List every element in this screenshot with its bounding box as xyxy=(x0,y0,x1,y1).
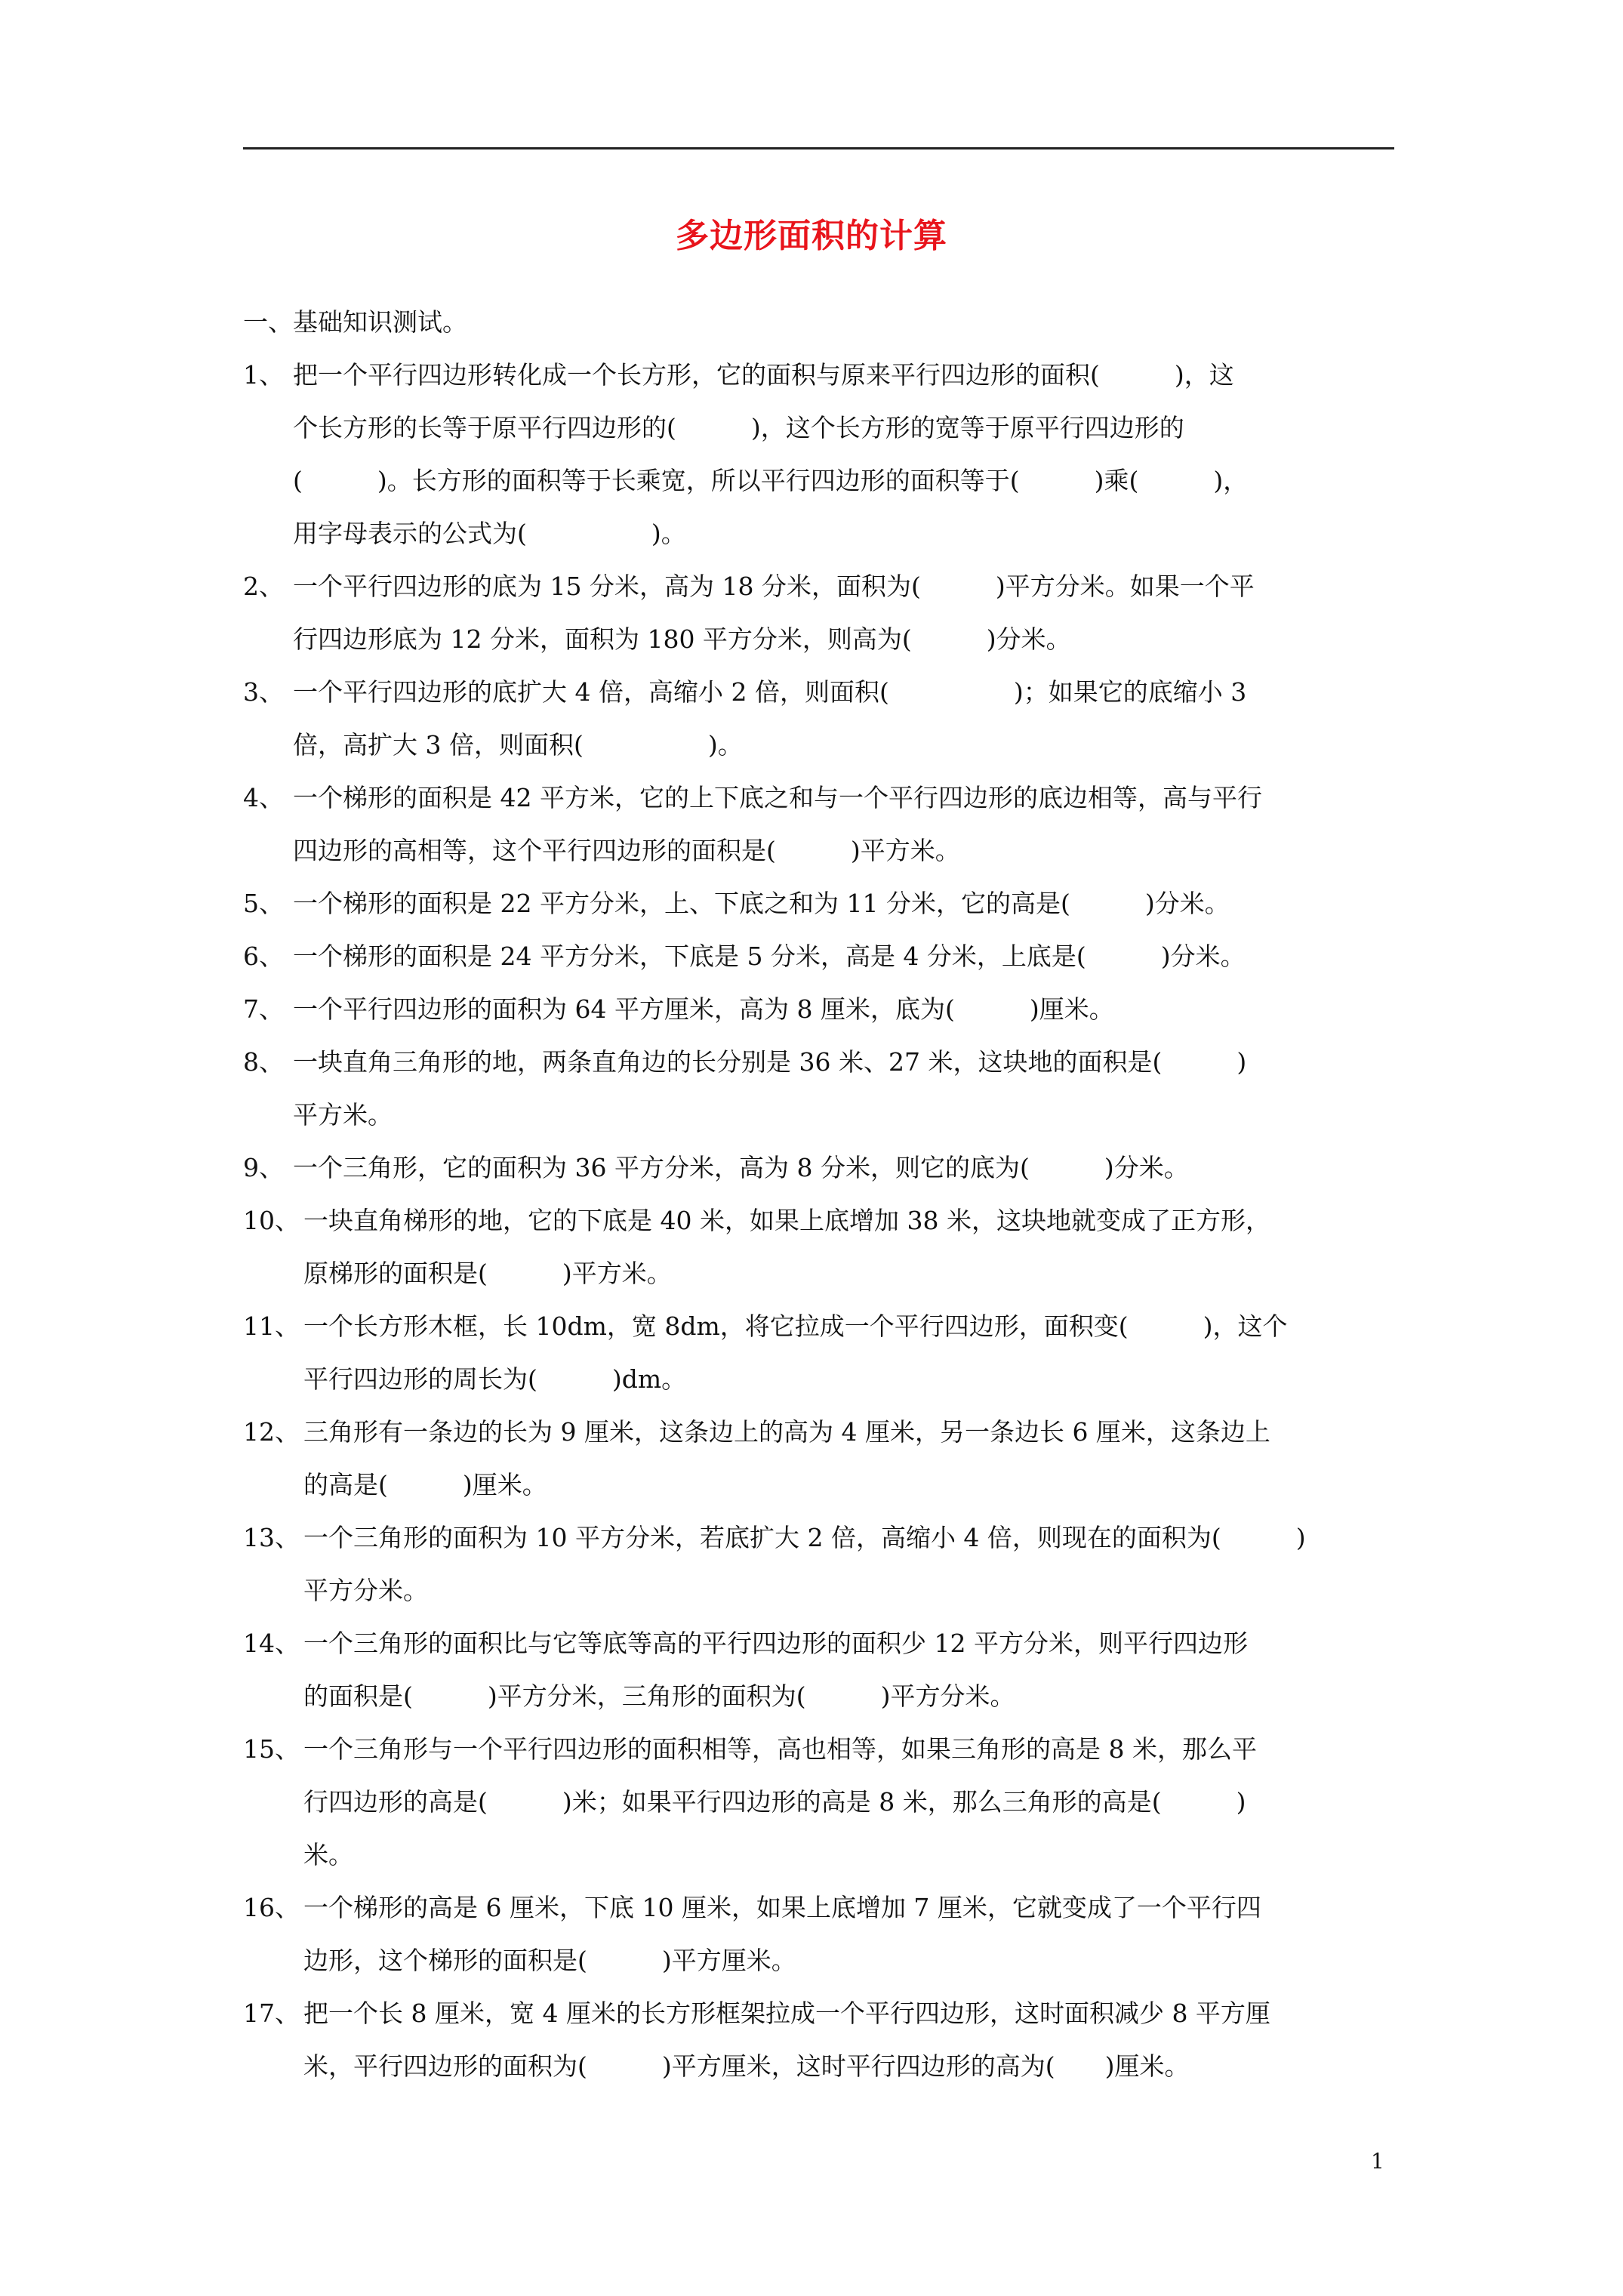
question-text-line: 一块直角三角形的地，两条直角边的长分别是 36 米、27 米，这块地的面积是( ) xyxy=(293,1047,1247,1077)
question-text-line: 的面积是( )平方分米，三角形的面积为( )平方分米。 xyxy=(303,1681,1015,1711)
question-number: 3、 xyxy=(243,677,284,707)
question-number: 5、 xyxy=(243,889,284,918)
section-heading: 一、基础知识测试。 xyxy=(243,307,467,337)
question-text-line: 一个梯形的高是 6 厘米，下底 10 厘米，如果上底增加 7 厘米，它就变成了一个平行四 xyxy=(303,1893,1261,1922)
question-14 xyxy=(243,1617,1394,1670)
question-17 xyxy=(243,1987,1394,2040)
question-text-line: 米，平行四边形的面积为( )平方厘米，这时平行四边形的高为( )厘米。 xyxy=(303,2051,1190,2081)
question-text-line: 倍，高扩大 3 倍，则面积( )。 xyxy=(293,730,743,760)
question-number: 1、 xyxy=(243,360,284,390)
document-title: 多边形面积的计算 xyxy=(676,217,947,255)
question-text-line: 原梯形的面积是( )平方米。 xyxy=(303,1259,672,1288)
question-number: 12、 xyxy=(243,1417,300,1447)
question-text-line: 三角形有一条边的长为 9 厘米，这条边上的高为 4 厘米，另一条边长 6 厘米，这条边上 xyxy=(303,1417,1270,1447)
question-number: 2、 xyxy=(243,572,284,601)
page-number: 1 xyxy=(1371,2149,1384,2174)
question-2 xyxy=(243,560,1394,613)
question-8 xyxy=(243,1036,1394,1089)
question-text-line: 把一个长 8 厘米，宽 4 厘米的长方形框架拉成一个平行四边形，这时面积减少 8 平方厘 xyxy=(303,1999,1270,2028)
question-text-line: 平行四边形的周长为( )dm。 xyxy=(303,1364,687,1394)
question-text-line: 把一个平行四边形转化成一个长方形，它的面积与原来平行四边形的面积( )，这 xyxy=(293,360,1234,390)
question-text-line: 行四边形的高是( )米；如果平行四边形的高是 8 米，那么三角形的高是( ) xyxy=(303,1787,1246,1817)
question-text-line: 一个平行四边形的面积为 64 平方厘米，高为 8 厘米，底为( )厘米。 xyxy=(293,994,1114,1024)
question-13 xyxy=(243,1512,1394,1564)
question-7 xyxy=(243,983,1394,1036)
question-text-line: 一个梯形的面积是 42 平方米，它的上下底之和与一个平行四边形的底边相等，高与平行 xyxy=(293,783,1262,812)
question-text-line: 个长方形的长等于原平行四边形的( )，这个长方形的宽等于原平行四边形的 xyxy=(293,413,1184,442)
question-text-line: 一块直角梯形的地，它的下底是 40 米，如果上底增加 38 米，这块地就变成了正方形， xyxy=(303,1206,1270,1235)
question-list xyxy=(243,296,1394,2093)
question-number: 17、 xyxy=(243,1999,300,2028)
question-text-line: 平方分米。 xyxy=(303,1576,428,1605)
question-number: 10、 xyxy=(243,1206,300,1235)
question-number: 6、 xyxy=(243,942,284,971)
question-11 xyxy=(243,1300,1394,1353)
question-text-line: 一个三角形与一个平行四边形的面积相等，高也相等，如果三角形的高是 8 米，那么平 xyxy=(303,1734,1257,1764)
question-number: 13、 xyxy=(243,1523,300,1552)
question-10 xyxy=(243,1194,1394,1247)
question-text-line: ( )。长方形的面积等于长乘宽，所以平行四边形的面积等于( )乘( )， xyxy=(293,466,1249,495)
question-9 xyxy=(243,1142,1394,1194)
question-number: 15、 xyxy=(243,1734,300,1764)
question-1 xyxy=(243,349,1394,402)
question-6 xyxy=(243,930,1394,983)
question-number: 16、 xyxy=(243,1893,300,1922)
question-text-line: 行四边形底为 12 分米，面积为 180 平方分米，则高为( )分米。 xyxy=(293,624,1071,654)
question-text-line: 一个长方形木框，长 10dm，宽 8dm，将它拉成一个平行四边形，面积变( )，这个 xyxy=(303,1311,1288,1341)
question-text-line: 一个三角形，它的面积为 36 平方分米，高为 8 分米，则它的底为( )分米。 xyxy=(293,1153,1189,1182)
question-text-line: 一个三角形的面积为 10 平方分米，若底扩大 2 倍，高缩小 4 倍，则现在的面积为( ) xyxy=(303,1523,1306,1552)
question-number: 4、 xyxy=(243,783,284,812)
question-text-line: 一个梯形的面积是 22 平方分米，上、下底之和为 11 分米，它的高是( )分米。 xyxy=(293,889,1230,918)
question-text-line: 一个三角形的面积比与它等底等高的平行四边形的面积少 12 平方分米，则平行四边形 xyxy=(303,1629,1248,1658)
question-4 xyxy=(243,772,1394,824)
question-number: 11、 xyxy=(243,1311,300,1341)
question-text-line: 一个梯形的面积是 24 平方分米，下底是 5 分米，高是 4 分米，上底是( )分米。 xyxy=(293,942,1246,971)
header-rule xyxy=(243,147,1394,149)
question-12 xyxy=(243,1406,1394,1459)
question-text-line: 边形，这个梯形的面积是( )平方厘米。 xyxy=(303,1946,796,1975)
question-3 xyxy=(243,666,1394,719)
question-text-line: 一个平行四边形的底为 15 分米，高为 18 分米，面积为( )平方分米。如果一个平 xyxy=(293,572,1255,601)
question-text-line: 平方米。 xyxy=(293,1100,393,1130)
question-text-line: 的高是( )厘米。 xyxy=(303,1470,547,1499)
question-15 xyxy=(243,1723,1394,1776)
question-16 xyxy=(243,1881,1394,1934)
question-number: 9、 xyxy=(243,1153,284,1182)
question-text-line: 一个平行四边形的底扩大 4 倍，高缩小 2 倍，则面积( )；如果它的底缩小 3 xyxy=(293,677,1247,707)
question-text-line: 米。 xyxy=(303,1840,353,1869)
question-text-line: 四边形的高相等，这个平行四边形的面积是( )平方米。 xyxy=(293,836,960,865)
question-text-line: 用字母表示的公式为( )。 xyxy=(293,519,686,548)
question-number: 7、 xyxy=(243,994,284,1024)
question-number: 8、 xyxy=(243,1047,284,1077)
question-5 xyxy=(243,877,1394,930)
question-number: 14、 xyxy=(243,1629,300,1658)
